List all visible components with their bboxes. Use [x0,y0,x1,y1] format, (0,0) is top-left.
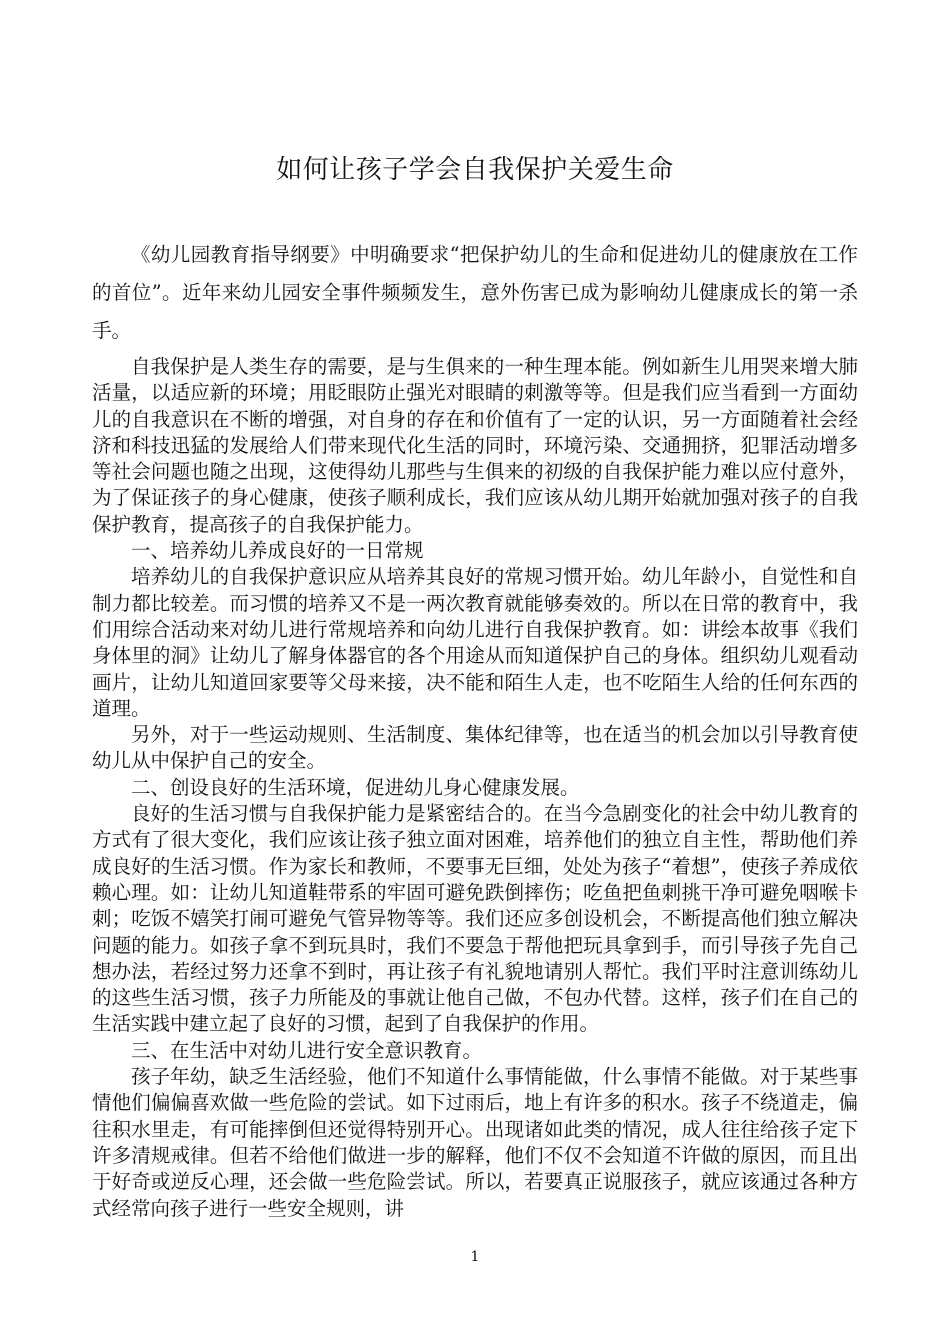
paragraph-routine-habits: 培养幼儿的自我保护意识应从培养其良好的常规习惯开始。幼儿年龄小，自觉性和自制力都比较差。而习惯的培养又不是一两次教育就能够奏效的。所以在日常的教育中，我们用综合活动来对幼儿进行常规培养和向幼儿进行自我保护教育。如：讲绘本故事《我们身体里的洞》让幼儿了解身体器官的各个用途从而知道保护自己的身体。组织幼儿观看动画片，让幼儿知道回家要等父母来接，决不能和陌生人走，也不吃陌生人给的任何东西的道理。 [92,565,858,720]
paragraph-self-protection: 自我保护是人类生存的需要，是与生俱来的一种生理本能。例如新生儿用哭来增大肺活量，以适应新的环境；用眨眼防止强光对眼睛的刺激等等。但是我们应当看到一方面幼儿的自我意识在不断的增强，对自身的存在和价值有了一定的认识，另一方面随着社会经济和科技迅猛的发展给人们带来现代化生活的同时，环境污染、交通拥挤，犯罪活动增多等社会问题也随之出现，这使得幼儿那些与生俱来的初级的自我保护能力难以应付意外，为了保证孩子的身心健康，使孩子顺利成长，我们应该从幼儿期开始就加强对孩子的自我保护教育，提高孩子的自我保护能力。 [92,355,858,536]
document-title: 如何让孩子学会自我保护关爱生命 [276,155,674,185]
page-number: 1 [470,1249,480,1265]
intro-paragraph: 《幼儿园教育指导纲要》中明确要求“把保护幼儿的生命和促进幼儿的健康放在工作的首位”。近年来幼儿园安全事件频频发生，意外伤害已成为影响幼儿健康成长的第一杀手。 [92,243,858,342]
document-body [92,236,858,1222]
section-heading-3: 三、在生活中对幼儿进行安全意识教育。 [131,1038,483,1062]
paragraph-safety-awareness: 孩子年幼，缺乏生活经验，他们不知道什么事情能做，什么事情不能做。对于某些事情他们偏偏喜欢做一些危险的尝试。如下过雨后，地上有许多的积水。孩子不绕道走，偏往积水里走，有可能摔倒但还觉得特别开心。出现诸如此类的情况，成人往往给孩子定下许多清规戒律。但若不给他们做进一步的解释，他们不仅不会知道不许做的原因，而且出于好奇或逆反心理，还会做一些危险尝试。所以，若要真正说服孩子，就应该通过各种方式经常向孩子进行一些安全规则，讲 [92,1065,858,1220]
section-heading-1: 一、培养幼儿养成良好的一日常规 [131,539,424,563]
section-heading-2: 二、创设良好的生活环境，促进幼儿身心健康发展。 [131,775,580,799]
paragraph-living-habits: 良好的生活习惯与自我保护能力是紧密结合的。在当今急剧变化的社会中幼儿教育的方式有了很大变化，我们应该让孩子独立面对困难，培养他们的独立自主性，帮助他们养成良好的生活习惯。作为家长和教师，不要事无巨细，处处为孩子“着想”，使孩子养成依赖心理。如：让幼儿知道鞋带系的牢固可避免跌倒摔伤；吃鱼把鱼刺挑干净可避免咽喉卡刺；吃饭不嬉笑打闹可避免气管异物等等。我们还应多创设机会，不断提高他们独立解决问题的能力。如孩子拿不到玩具时，我们不要急于帮他把玩具拿到手，而引导孩子先自己想办法，若经过努力还拿不到时，再让孩子有礼貌地请别人帮忙。我们平时注意训练幼儿的这些生活习惯，孩子力所能及的事就让他自己做，不包办代替。这样，孩子们在自己的生活实践中建立起了良好的习惯，起到了自我保护的作用。 [92,802,858,1036]
paragraph-rules-guidance: 另外，对于一些运动规则、生活制度、集体纪律等，也在适当的机会加以引导教育使幼儿从中保护自己的安全。 [92,723,858,773]
